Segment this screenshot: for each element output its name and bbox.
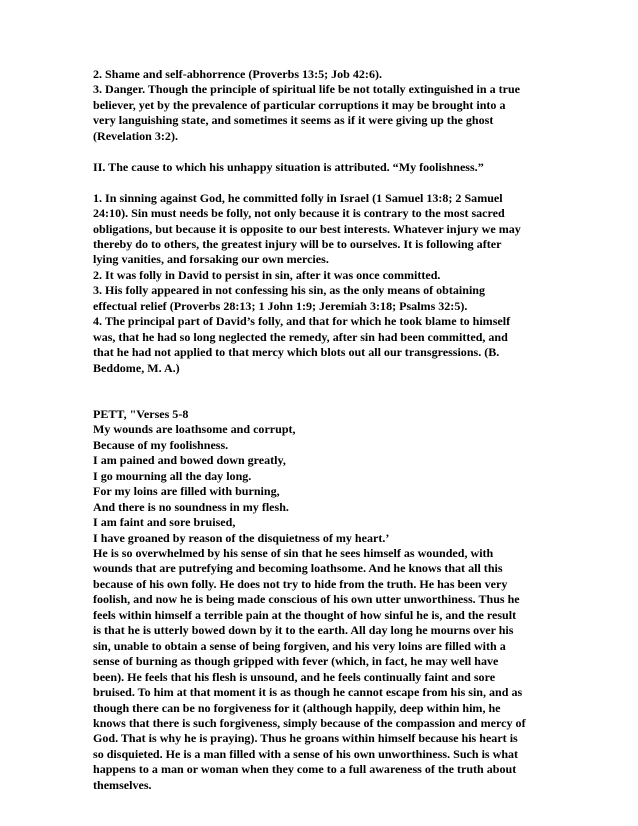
- verse-line: Because of my foolishness.: [93, 437, 229, 452]
- text-line: 2. It was folly in David to persist in sin, after it was once committed.: [93, 267, 441, 282]
- text-line: knows that there is such forgiveness, simply because of the compassion and mercy of: [93, 715, 526, 730]
- verse-line: My wounds are loathsome and corrupt,: [93, 422, 296, 437]
- text-line: is that he is utterly bowed down by it to the earth. All day long he mourns over his: [93, 623, 514, 638]
- verse-line: I have groaned by reason of the disquietness of my heart.’: [93, 530, 390, 545]
- text-line: bruised. To him at that moment it is as though he cannot escape from his sin, and as: [93, 685, 523, 700]
- text-line: was, that he had so long neglected the remedy, after sin had been committed, and: [93, 329, 508, 344]
- section2-points: [93, 191, 563, 376]
- commentary-paragraph: [93, 546, 563, 793]
- text-line: though there can be no forgiveness for it (although happily, deep within him, he: [93, 700, 501, 715]
- text-line: God. That is why he is praying). Thus he groans within himself because his heart is: [93, 731, 518, 746]
- verse-line: And there is no soundness in my flesh.: [93, 499, 289, 514]
- text-line: (Revelation 3:2).: [93, 128, 178, 143]
- text-line: He is so overwhelmed by his sense of sin that he sees himself as wounded, with: [93, 545, 494, 560]
- text-line: been). He feels that his flesh is unsound, and he feels continually faint and sore: [93, 669, 496, 684]
- text-line: themselves.: [93, 777, 152, 792]
- text-line: feels within himself a terrible pain at the thought of how sinful he is, and the result: [93, 607, 517, 622]
- text-line: because of his own folly. He does not try to hide from the truth. He has been very: [93, 576, 508, 591]
- text-line: thereby do to others, the greatest injury will be to ourselves. It is following after: [93, 236, 502, 251]
- text-line: lying vanities, and forsaking our own mercies.: [93, 252, 329, 267]
- text-line: wounds that are putrefying and becoming loathsome. And he knows that all this: [93, 561, 503, 576]
- paragraph-gap: [93, 376, 563, 391]
- document-page: [93, 67, 563, 793]
- verse-line: I am pained and bowed down greatly,: [93, 453, 286, 468]
- text-line: sin, unable to obtain a sense of being forgiven, and his very loins are filled with a: [93, 638, 506, 653]
- text-line: 4. The principal part of David’s folly, and that for which he took blame to himself: [93, 314, 511, 329]
- verse-line: I go mourning all the day long.: [93, 468, 252, 483]
- paragraph-gap: [93, 391, 563, 406]
- paragraph-gap: [93, 175, 563, 190]
- text-line: 24:10). Sin must needs be folly, not only because it is contrary to the most sacred: [93, 206, 505, 221]
- text-line: effectual relief (Proverbs 28:13; 1 John 1:9; Jeremiah 3:18; Psalms 32:5).: [93, 298, 468, 313]
- text-line: 1. In sinning against God, he committed folly in Israel (1 Samuel 13:8; 2 Samuel: [93, 190, 503, 205]
- pett-heading: PETT, "Verses 5-8: [93, 406, 189, 421]
- section-heading: II. The cause to which his unhappy situation is attributed. “My foolishness.”: [93, 159, 484, 174]
- text-line: Beddome, M. A.): [93, 360, 180, 375]
- text-line: believer, yet by the prevalence of particular corruptions it may be brought into a: [93, 97, 506, 112]
- text-line: obligations, but because it is opposite to our best interests. Whatever injury we may: [93, 221, 521, 236]
- text-line: 2. Shame and self-abhorrence (Proverbs 13:5; Job 42:6).: [93, 67, 382, 81]
- text-line: 3. Danger. Though the principle of spiritual life be not totally extinguished in a true: [93, 82, 521, 97]
- paragraph-gap: [93, 144, 563, 159]
- text-line: happens to a man or woman when they come to a full awareness of the truth about: [93, 762, 517, 777]
- text-line: very languishing state, and sometimes it seems as if it were giving up the ghost: [93, 113, 494, 128]
- verse-line: For my loins are filled with burning,: [93, 484, 280, 499]
- verse-block: [93, 422, 563, 546]
- text-line: foolish, and now he is being made conscious of his own utter unworthiness. Thus he: [93, 592, 520, 607]
- verse-line: I am faint and sore bruised,: [93, 515, 236, 530]
- text-line: 3. His folly appeared in not confessing his sin, as the only means of obtaining: [93, 283, 486, 298]
- text-line: sense of burning as though gripped with fever (which, in fact, he may well have: [93, 654, 499, 669]
- text-line: that he had not applied to that mercy which blots out all our transgressions. (B.: [93, 345, 500, 360]
- text-line: so disquieted. He is a man filled with a sense of his own unworthiness. Such is what: [93, 746, 519, 761]
- section1-points: [93, 67, 563, 144]
